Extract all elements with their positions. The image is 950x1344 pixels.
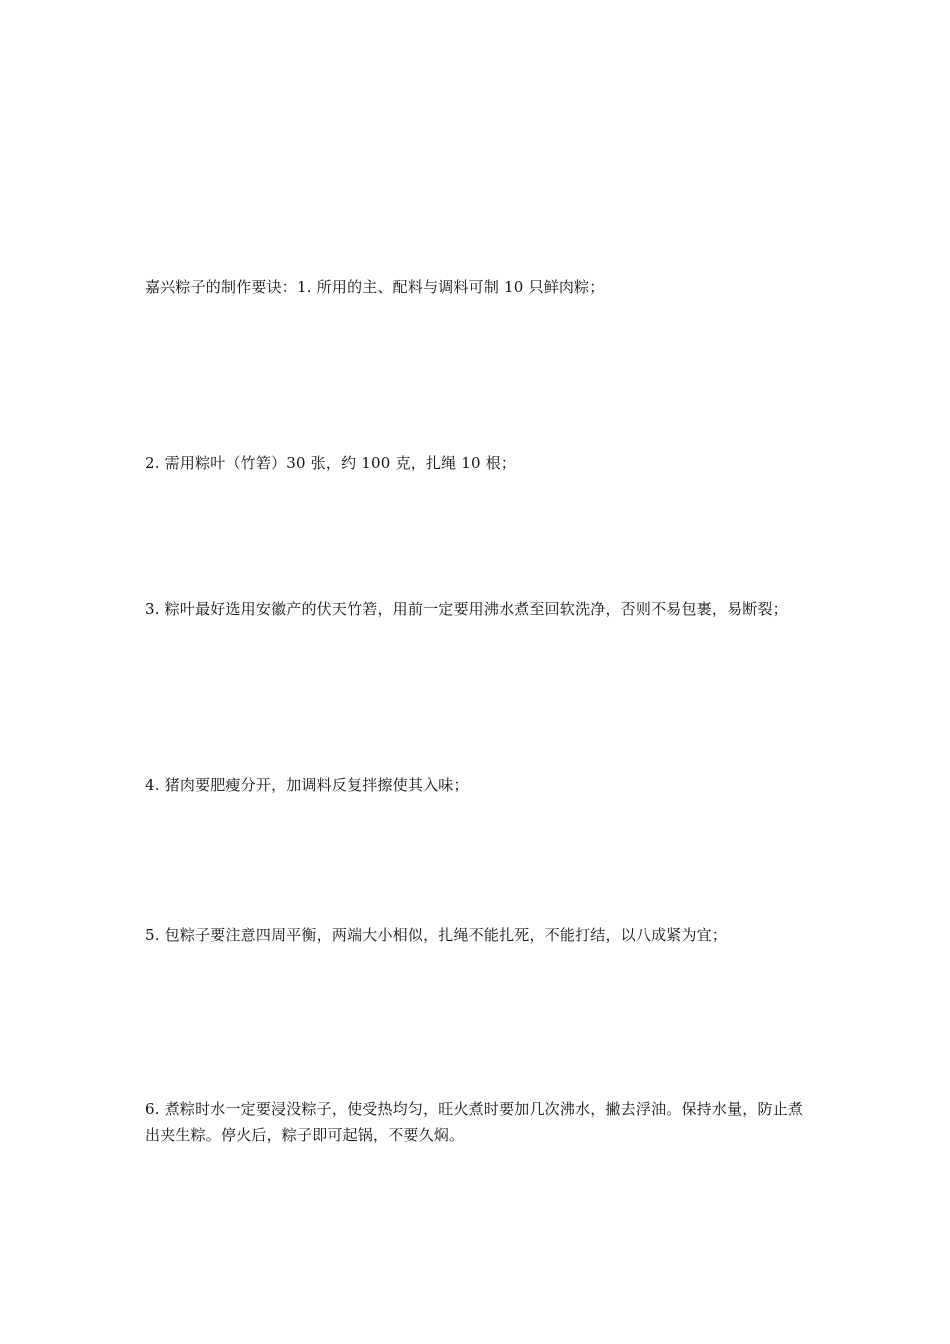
paragraph-intro-step-1: 嘉兴粽子的制作要诀：1. 所用的主、配料与调料可制 10 只鲜肉粽；: [145, 278, 605, 296]
paragraph-step-5: 5. 包粽子要注意四周平衡，两端大小相似，扎绳不能扎死，不能打结，以八成紧为宜；: [145, 926, 728, 944]
paragraph-step-3: 3. 粽叶最好选用安徽产的伏天竹箬，用前一定要用沸水煮至回软洗净，否则不易包裹，易断裂；: [145, 600, 788, 618]
paragraph-step-2: 2. 需用粽叶（竹箬）30 张，约 100 克，扎绳 10 根；: [145, 454, 517, 472]
paragraph-step-4: 4. 猪肉要肥瘦分开，加调料反复拌擦使其入味；: [145, 776, 469, 794]
paragraph-step-6: 6. 煮粽时水一定要浸没粽子，使受热均匀，旺火煮时要加几次沸水，撇去浮油。保持水量，防止煮出夹生粽。停火后，粽子即可起锅，不要久焖。: [145, 1100, 804, 1144]
